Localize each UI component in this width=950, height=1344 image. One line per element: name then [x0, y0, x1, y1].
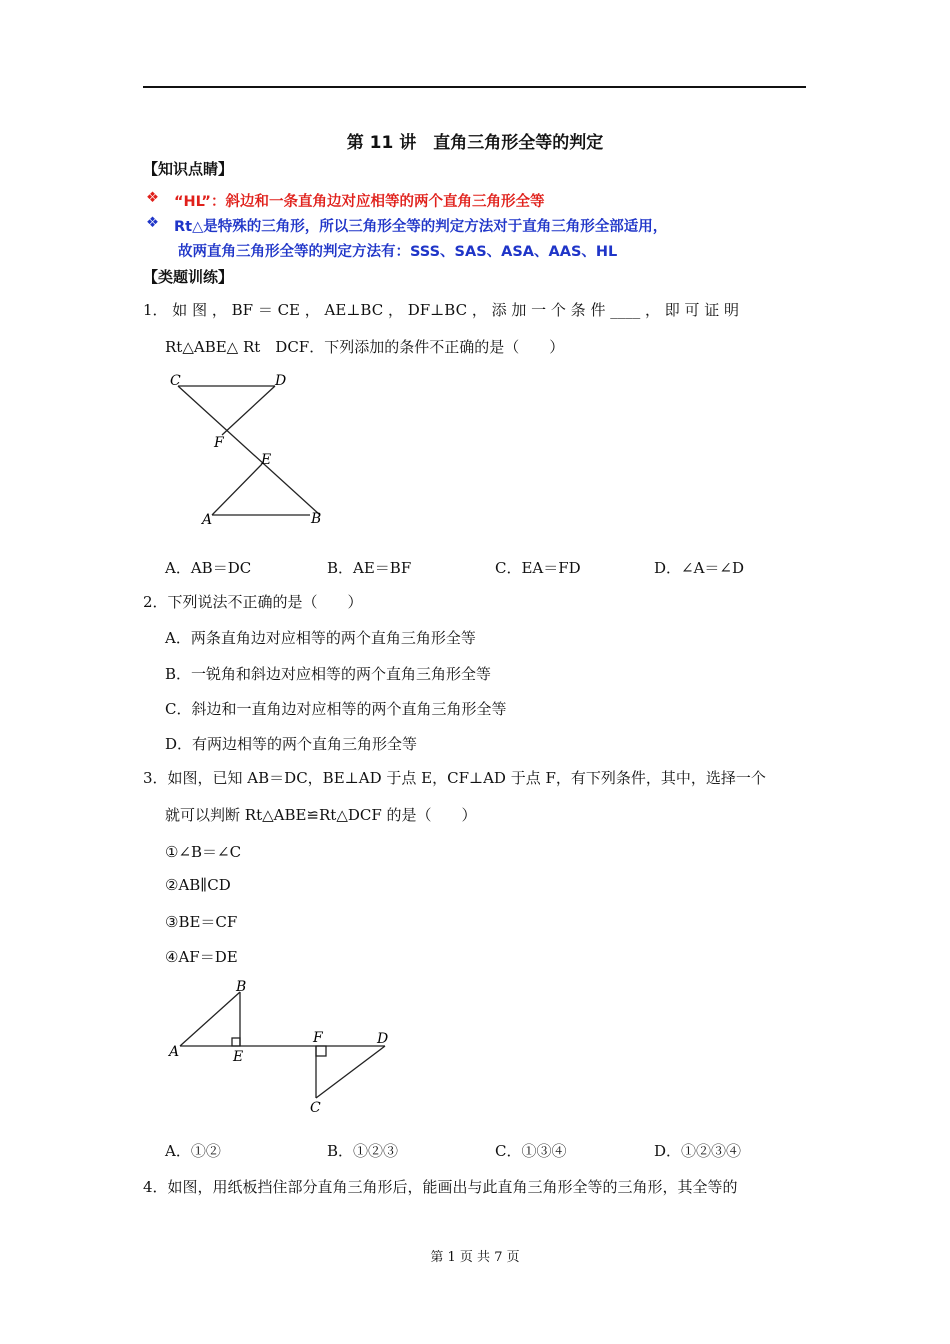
training-heading: 【类题训练】	[143, 268, 234, 286]
label-f: F	[214, 435, 224, 451]
q3-condition-1: ①∠B＝∠C	[165, 843, 242, 861]
label-f: F	[313, 1030, 323, 1046]
label-c: C	[170, 373, 181, 389]
segment-df	[222, 386, 275, 435]
bullet-icon: ❖	[146, 190, 159, 206]
right-angle-e	[232, 1038, 240, 1046]
q1-option-d[interactable]: D．∠A＝∠D	[654, 559, 745, 577]
page-footer: 第 1 页 共 7 页	[430, 1250, 520, 1265]
label-d: D	[377, 1031, 389, 1047]
label-e: E	[233, 1049, 244, 1065]
q3-option-d[interactable]: D．①②③④	[654, 1142, 742, 1160]
q3-figure	[160, 970, 410, 1120]
q3-condition-3: ③BE＝CF	[165, 913, 238, 931]
q1-option-b[interactable]: B．AE＝BF	[327, 559, 412, 577]
q2-option-a[interactable]: A．两条直角边对应相等的两个直角三角形全等	[165, 629, 476, 647]
right-angle-f	[316, 1046, 326, 1056]
knowledge-point-rt-line2: 故两直角三角形全等的判定方法有：SSS、SAS、ASA、AAS、HL	[178, 244, 618, 260]
q4-stem-line1: 4．如图，用纸板挡住部分直角三角形后，能画出与此直角三角形全等的三角形，其全等的	[143, 1178, 738, 1196]
page-title: 第 11 讲 直角三角形全等的判定	[346, 133, 604, 153]
q3-condition-2: ②AB∥CD	[165, 876, 231, 894]
segment-ab	[180, 992, 240, 1046]
knowledge-point-rt-line1: Rt△是特殊的三角形，所以三角形全等的判定方法对于直角三角形全部适用，	[174, 219, 668, 235]
label-a: A	[202, 512, 213, 528]
label-d: D	[275, 373, 287, 389]
q3-option-a[interactable]: A．①②	[165, 1142, 221, 1160]
segment-cb	[178, 386, 320, 515]
label-e: E	[261, 452, 272, 468]
q3-stem-line1: 3．如图，已知 AB＝DC，BE⊥AD 于点 E，CF⊥AD 于点 F，有下列条件，其中，选择一个	[143, 769, 766, 787]
q2-option-c[interactable]: C．斜边和一直角边对应相等的两个直角三角形全等	[165, 700, 507, 718]
knowledge-heading: 【知识点睛】	[143, 160, 234, 178]
q1-stem-line2: Rt△ABE△ Rt DCF．下列添加的条件不正确的是（ ）	[165, 338, 565, 356]
q3-option-c[interactable]: C．①③④	[495, 1142, 567, 1160]
label-a: A	[169, 1044, 180, 1060]
label-c: C	[310, 1100, 321, 1116]
q3-option-b[interactable]: B．①②③	[327, 1142, 399, 1160]
q3-stem-line2: 就可以判断 Rt△ABE≌Rt△DCF 的是（ ）	[165, 806, 477, 824]
q2-option-d[interactable]: D．有两边相等的两个直角三角形全等	[165, 735, 418, 753]
q2-option-b[interactable]: B．一锐角和斜边对应相等的两个直角三角形全等	[165, 665, 492, 683]
label-b: B	[311, 511, 322, 527]
q1-option-c[interactable]: C．EA＝FD	[495, 559, 581, 577]
knowledge-point-hl: “HL”：斜边和一条直角边对应相等的两个直角三角形全等	[174, 194, 545, 210]
header-rule	[143, 86, 806, 88]
q1-stem-line1: 1． 如 图 ， BF ＝ CE ， AE⊥BC ， DF⊥BC ， 添 加 一 个 条 件 ____ ， 即 可 证 明	[143, 301, 740, 319]
q3-condition-4: ④AF＝DE	[165, 948, 238, 966]
q2-stem: 2．下列说法不正确的是（ ）	[143, 593, 363, 611]
bullet-icon: ❖	[146, 215, 159, 231]
q1-figure	[160, 365, 340, 535]
segment-ae	[212, 464, 262, 515]
q1-option-a[interactable]: A．AB＝DC	[165, 559, 252, 577]
label-b: B	[236, 979, 247, 995]
